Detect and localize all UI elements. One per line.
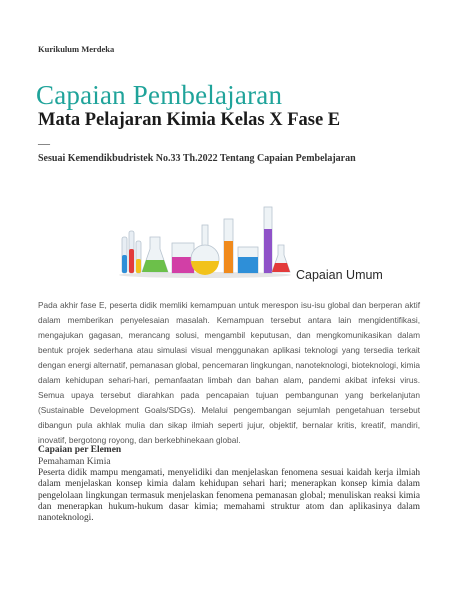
capaian-umum-heading: Capaian Umum	[296, 268, 383, 282]
regulation-line: Sesuai Kemendikbudristek No.33 Th.2022 Tentang Capaian Pembelajaran	[38, 153, 356, 164]
page-subtitle: Mata Pelajaran Kimia Kelas X Fase E	[38, 110, 341, 130]
glassware-icon	[114, 197, 296, 279]
element-name: Pemahaman Kimia	[38, 457, 111, 467]
page-title: Capaian Pembelajaran	[36, 80, 283, 110]
title-dash: —	[38, 136, 50, 150]
capaian-per-elemen-heading: Capaian per Elemen	[38, 445, 122, 455]
capaian-umum-paragraph: Pada akhir fase E, peserta didik memliki kemampuan untuk merespon isu-isu global dan berperan aktif dalam memberikan penyelesaian masalah. Kemampuan tersebut antara lain mengidentifikasi, mengajukan gagasan, merancang solusi, mengambil keputusan, dan mengkomunikasikan dalam bentuk projek sederhana atau simulasi visual menggunakan aplikasi teknologi yang tersedia terkait dengan energi alternatif, pemanasan global, pencemaran lingkungan, nanoteknologi, bioteknologi, kimia dalam kehidupan sehari-hari, pemanfaatan limbah dan bahan alam, pandemi akibat infeksi virus. Semua upaya tersebut diarahkan pada pencapaian tujuan pembangunan yang berkelanjutan (Sustainable Development Goals/SDGs). Melalui pengembangan sejumlah pengetahuan tersebut dibangun pula akhlak mulia dan sikap ilmiah seperti jujur, objektif, bernalar kritis, kreatif, mandiri, inovatif, bergotong royong, dan berkebhinekaan global.	[38, 300, 420, 445]
laboratory-glassware-illustration	[114, 197, 296, 279]
curriculum-label: Kurikulum Merdeka	[38, 44, 115, 54]
capaian-per-elemen-paragraph: Peserta didik mampu mengamati, menyelidiki dan menjelaskan fenomena sesuai kaidah kerja ilmiah dalam menjelaskan konsep kimia dalam kehidupan sehari hari; menerapkan konsep kimia dalam pengelolaan lingkungan termasuk menjelaskan fenomena pemanasan global; menuliskan reaksi kimia dan menerapkan hukum-hukum dasar kimia; memahami struktur atom dan aplikasinya dalam nanoteknologi.	[38, 468, 420, 524]
